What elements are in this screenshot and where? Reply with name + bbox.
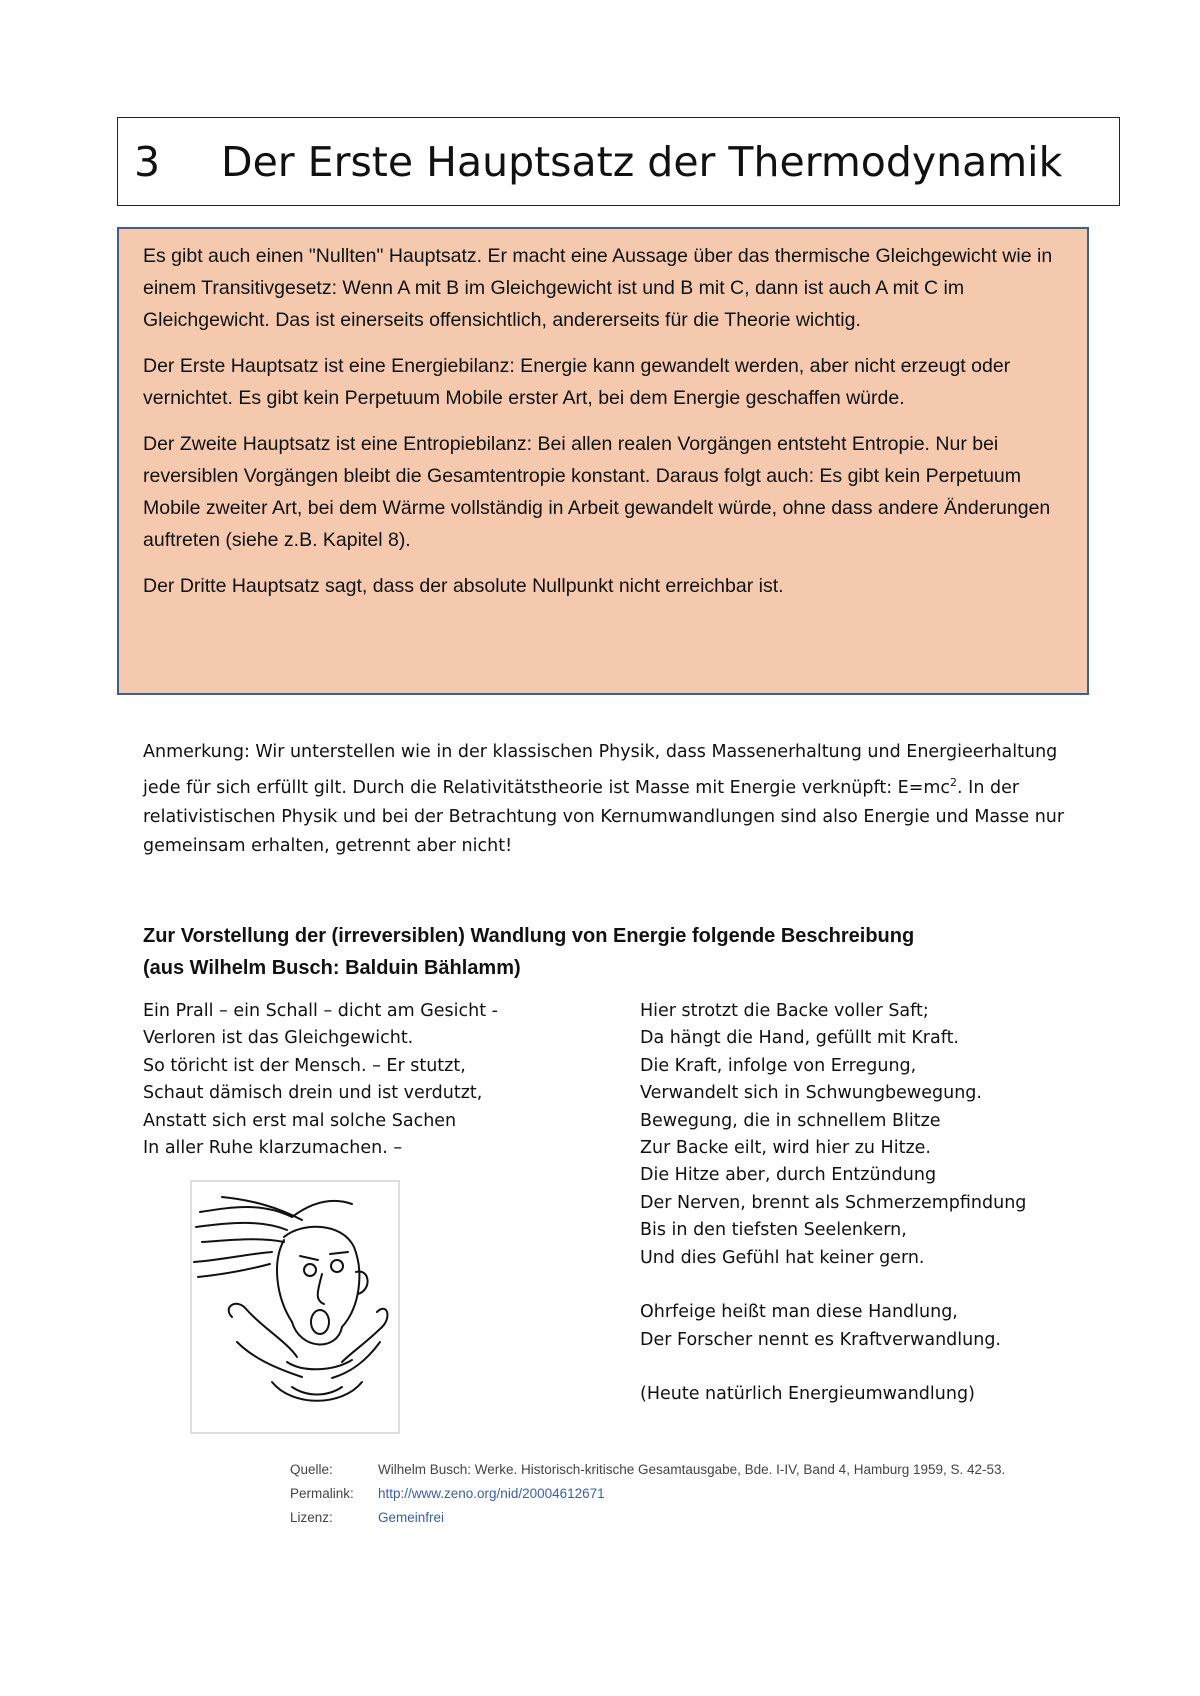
poem-line: Bewegung, die in schnellem Blitze — [640, 1110, 941, 1131]
poem-line: In aller Ruhe klarzumachen. – — [143, 1137, 403, 1158]
poem-line: Bis in den tiefsten Seelenkern, — [640, 1220, 907, 1241]
poem-line: Der Nerven, brennt als Schmerzempfindung — [640, 1192, 1027, 1213]
poem-line: Und dies Gefühl hat keiner gern. — [640, 1247, 925, 1268]
poem-heading-line: (aus Wilhelm Busch: Balduin Bählamm) — [143, 957, 521, 979]
poem-line: Hier strotzt die Backe voller Saft; — [640, 1001, 929, 1021]
poem-line: Ohrfeige heißt man diese Handlung, — [640, 1302, 958, 1323]
poem-line: Da hängt die Hand, gefüllt mit Kraft. — [640, 1028, 959, 1049]
poem-line: Ein Prall – ein Schall – dicht am Gesicht - — [143, 1001, 498, 1021]
zeroth-law-paragraph: Es gibt auch einen "Nullten" Hauptsatz. Er macht eine Aussage über das thermische Gleichgewicht wie in einem Transitivgesetz: Wenn A mit B im Gleichgewicht ist und B mit C, dann ist auch A mit C im Gleichgewicht. Das ist einerseits offensichtlich, andererseits für die Theorie wichtig. — [143, 245, 1053, 331]
third-law-paragraph: Der Dritte Hauptsatz sagt, dass der absolute Nullpunkt nicht erreichbar ist. — [143, 575, 784, 597]
poem-line: Verwandelt sich in Schwungbewegung. — [640, 1083, 982, 1104]
poem-line: Schaut dämisch drein und ist verdutzt, — [143, 1083, 483, 1104]
remark-text-before: Anmerkung: Wir unterstellen wie in der klassischen Physik, dass Massenerhaltung und Energieerhaltung jede für sich erfüllt gilt. Durch die Relativitätstheorie ist Masse mit Energie verknüpft: E=mc — [143, 742, 1058, 798]
poem-line: Der Forscher nennt es Kraftverwandlung. — [640, 1329, 1001, 1350]
lizenz-label: Lizenz: — [290, 1510, 333, 1525]
poem-line: So töricht ist der Mensch. – Er stutzt, — [143, 1055, 466, 1076]
chapter-heading — [117, 117, 1120, 206]
source-row-quelle — [290, 1462, 1005, 1486]
poem-right-column — [640, 998, 1110, 1409]
sketch-drawing — [192, 1182, 398, 1432]
poem-heading — [143, 920, 1083, 984]
remark-text-after: . In der relativistischen Physik und bei der Betrachtung von Kernumwandlungen sind also Energie und Masse nur gemeinsam erhalten, getrennt aber nicht! — [143, 777, 1065, 857]
chapter-number: 3 — [134, 137, 161, 186]
poem-line: Anstatt sich erst mal solche Sachen — [143, 1110, 457, 1131]
permalink-label: Permalink: — [290, 1486, 354, 1501]
poem-line: Die Kraft, infolge von Erregung, — [640, 1055, 917, 1076]
source-row-permalink — [290, 1486, 1005, 1510]
laws-summary-box — [117, 227, 1089, 695]
permalink-link[interactable]: http://www.zeno.org/nid/20004612671 — [378, 1486, 605, 1501]
poem-stanza-break — [640, 1354, 1110, 1381]
busch-sketch-illustration — [190, 1180, 400, 1434]
source-row-lizenz — [290, 1510, 1005, 1534]
poem-line: Zur Backe eilt, wird hier zu Hitze. — [640, 1137, 931, 1158]
second-law-paragraph: Der Zweite Hauptsatz ist eine Entropiebilanz: Bei allen realen Vorgängen entsteht Entropie. Nur bei reversiblen Vorgängen bleibt die Gesamtentropie konstant. Daraus folgt auch: Es gibt kein Perpetuum Mobile zweiter Art, bei dem Wärme vollständig in Arbeit gewandelt würde, ohne dass andere Änderungen auftreten (siehe z.B. Kapitel 8). — [143, 433, 1051, 551]
remark-paragraph — [143, 738, 1083, 862]
poem-stanza-break — [640, 1272, 1110, 1299]
chapter-title: Der Erste Hauptsatz der Thermodynamik — [221, 137, 1063, 186]
first-law-paragraph: Der Erste Hauptsatz ist eine Energiebilanz: Energie kann gewandelt werden, aber nicht erzeugt oder vernichtet. Es gibt kein Perpetuum Mobile erster Art, bei dem Energie geschaffen würde. — [143, 355, 1011, 409]
poem-heading-line: Zur Vorstellung der (irreversiblen) Wandlung von Energie folgende Beschreibung — [143, 925, 915, 947]
quelle-value: Wilhelm Busch: Werke. Historisch-kritische Gesamtausgabe, Bde. I-IV, Band 4, Hamburg 1959, S. 42-53. — [378, 1462, 1006, 1477]
remark-superscript: 2 — [950, 775, 958, 789]
source-citation — [290, 1462, 1005, 1534]
poem-line: Verloren ist das Gleichgewicht. — [143, 1028, 414, 1049]
lizenz-link[interactable]: Gemeinfrei — [378, 1510, 445, 1525]
quelle-label: Quelle: — [290, 1462, 333, 1477]
poem-line: (Heute natürlich Energieumwandlung) — [640, 1384, 975, 1405]
poem-left-column — [143, 998, 623, 1162]
poem-line: Die Hitze aber, durch Entzündung — [640, 1165, 937, 1186]
